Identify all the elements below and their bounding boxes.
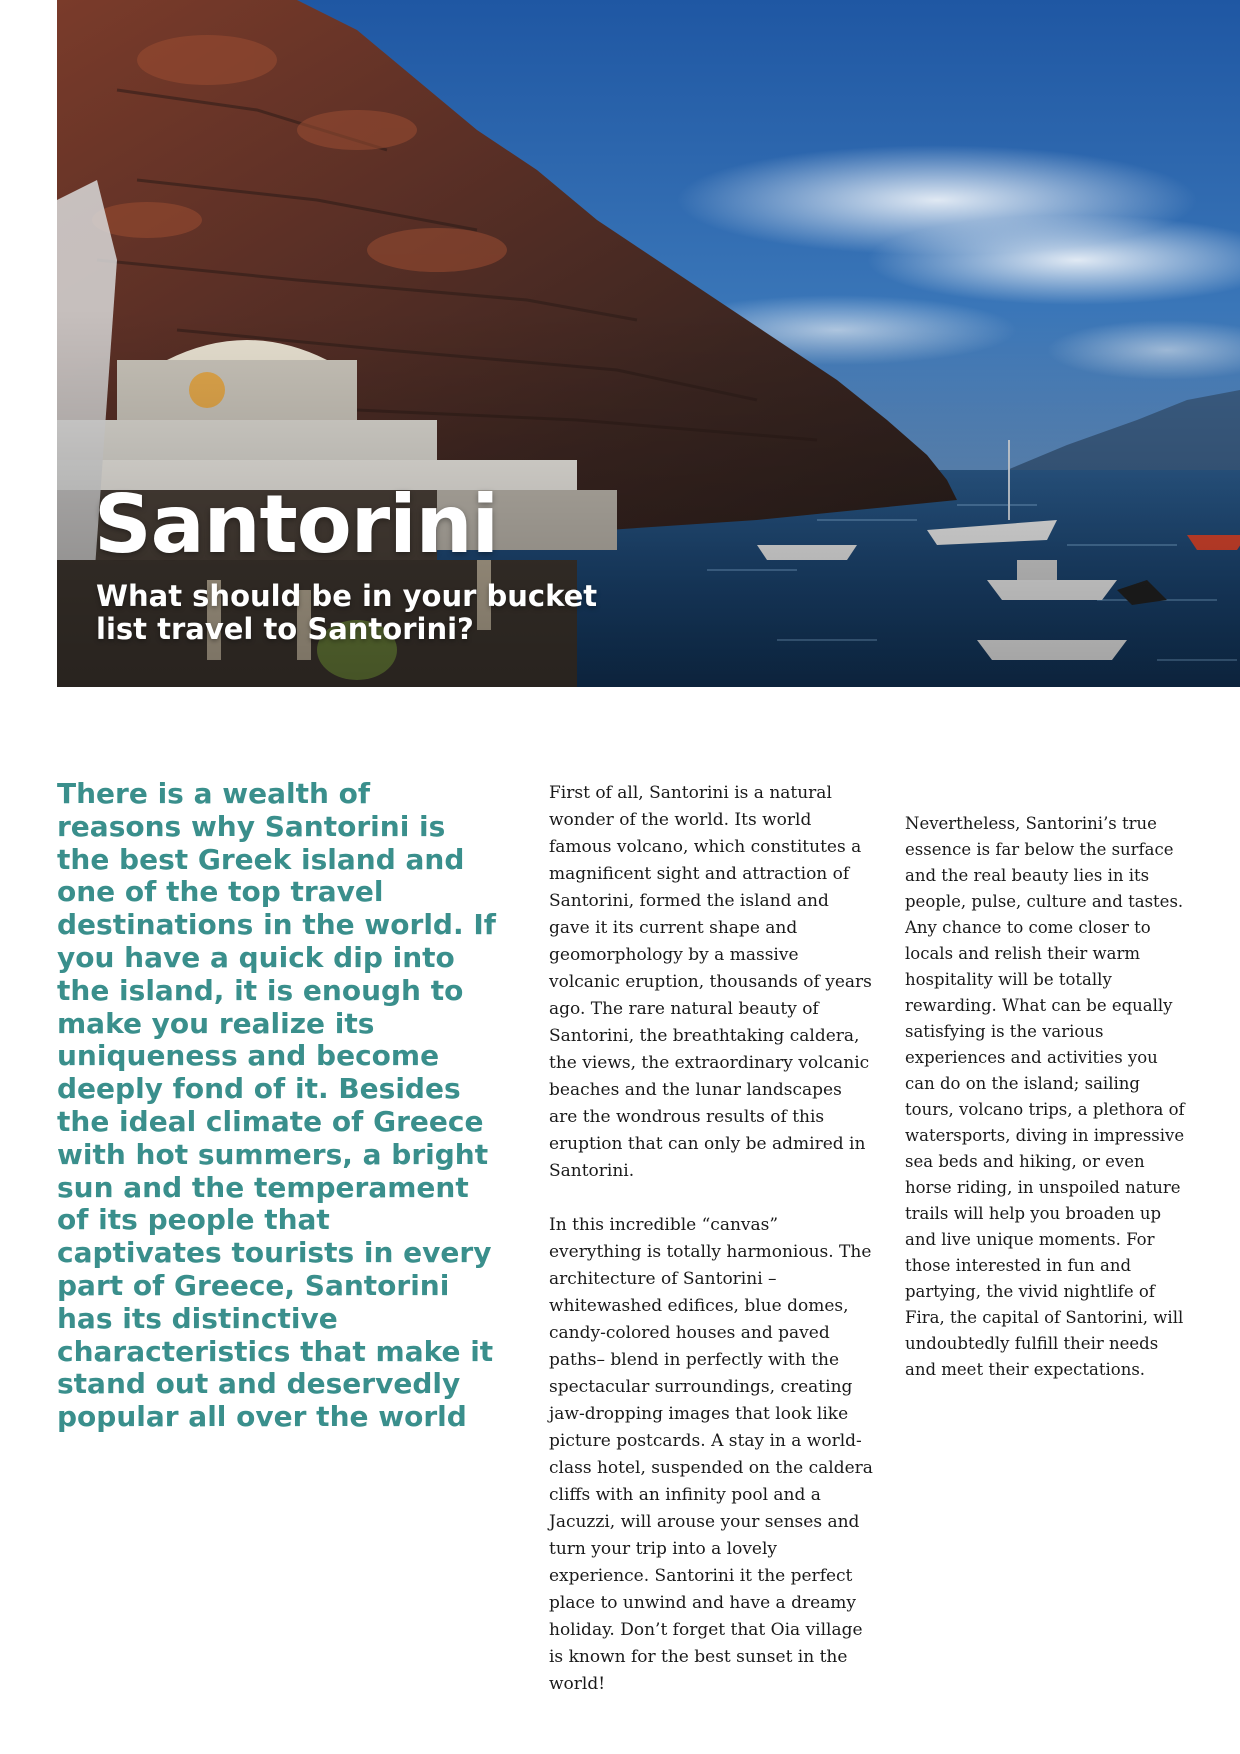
article-paragraph: In this incredible “canvas” everything is totally harmonious. The architecture of Santorini –whitewashed edifices, blue domes, candy-colored houses and paved paths– blend in perfectly with the spectacular surroundings, creating jaw-dropping images that look like picture postcards. A stay in a world-class hotel, suspended on the caldera cliffs with an infinity pool and a Jacuzzi, will arouse your senses and turn your trip into a lovely experience. Santorini it the perfect place to unwind and have a dreamy holiday. Don’t forget that Oia village is known for the best sunset in the world! [549, 1215, 873, 1694]
lead-pull-quote: There is a wealth of reasons why Santorini is the best Greek island and one of the top travel destinations in the world. If you have a quick dip into the island, it is enough to make you realize its uniqueness and become deeply fond of it. Besides the ideal climate of Greece with hot summers, a bright sun and the temperament of its people that captivates tourists in every part of Greece, Santorini has its distinctive characteristics that make it stand out and deservedly popular all over the world [57, 777, 496, 1434]
page-subtitle: What should be in your bucket list travel to Santorini? [96, 579, 598, 646]
hero-banner [57, 0, 1240, 687]
article-paragraph: First of all, Santorini is a natural wonder of the world. Its world famous volcano, which constitutes a magnificent sight and attraction of Santorini, formed the island and gave it its current shape and geomorphology by a massive volcanic eruption, thousands of years ago. The rare natural beauty of Santorini, the breathtaking caldera, the views, the extraordinary volcanic beaches and the lunar landscapes are the wondrous results of this eruption that can only be admired in Santorini. [549, 783, 872, 1181]
article-column-middle [549, 780, 874, 1698]
article-paragraph: Nevertheless, Santorini’s true essence is far below the surface and the real beauty lies in its people, pulse, culture and tastes. Any chance to come closer to locals and relish their warm hospitality will be totally rewarding. What can be equally satisfying is the various experiences and activities you can do on the island; sailing tours, volcano trips, a plethora of watersports, diving in impressive sea beds and hiking, or even horse riding, in unspoiled nature trails will help you broaden up and live unique moments. For those interested in fun and partying, the vivid nightlife of Fira, the capital of Santorini, will undoubtedly fulfill their needs and meet their expectations. [905, 814, 1185, 1379]
page-title: Santorini [94, 478, 499, 571]
article-column-right [905, 811, 1187, 1383]
